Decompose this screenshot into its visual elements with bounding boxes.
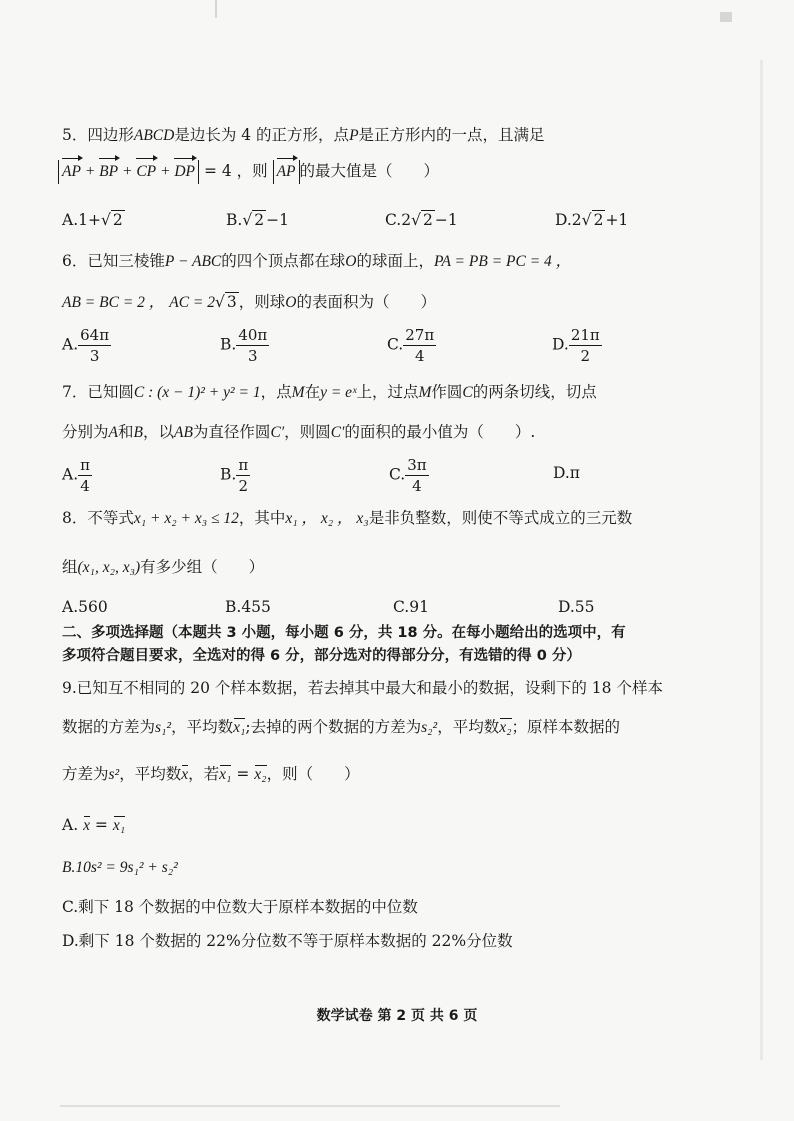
- scan-mark: [720, 12, 732, 22]
- q8-option-d: D.55: [558, 598, 595, 616]
- q8-stem-line1: 8．不等式x₁ + x₂ + x₃ ≤ 12，其中x₁ ， x₂ ， x₃是非负整数，则使不等式成立的三元数: [62, 509, 633, 527]
- section2-heading: 二、多项选择题（本题共 3 小题，每小题 6 分，共 18 分。在每小题给出的选项中，有: [62, 625, 626, 641]
- q8-option-b: B.455: [225, 598, 271, 616]
- q9-option-c: C.剩下 18 个数据的中位数大于原样本数据的中位数: [62, 898, 418, 916]
- q5-text: 5．四边形: [62, 126, 134, 144]
- q6-stem-line1: [62, 250, 571, 273]
- q7-option-b: B. $\frac{\pi}{2}$: [220, 456, 249, 495]
- q5-var: ABCD: [133, 127, 175, 144]
- q6-option-a: A. $\frac{64\pi}{3}$: [62, 326, 110, 365]
- q6-var: AB = BC = 2 ，: [62, 294, 165, 311]
- q5-option-b: B.√ 2 −1: [226, 211, 289, 229]
- q7-option-a: A. $\frac{\pi}{4}$: [62, 456, 90, 495]
- scan-mark: [60, 1105, 560, 1107]
- q9-option-d: D.剩下 18 个数据的 22%分位数不等于原样本数据的 22%分位数: [62, 932, 513, 950]
- q6-text: 6．已知三棱锥: [62, 252, 165, 270]
- q6-var: AC = 2: [169, 294, 216, 311]
- q8-stem-line2: 组(x₁, x₂, x₃)有多少组（ ）: [62, 558, 265, 576]
- q9-option-a: A. x = x₁: [62, 814, 125, 837]
- q9-stem-line2: 数据的方差为s₁²，平均数x₁;去掉的两个数据的方差为s₂²，平均数x₂；原样本数据的: [62, 716, 620, 739]
- q6-text: ，则球: [238, 293, 286, 311]
- q9-stem-line3: 方差为s²，平均数x，若x₁ = x₂，则（ ）: [62, 763, 360, 786]
- q6-text: 的表面积为（ ）: [296, 293, 437, 311]
- q8-option-c: C.91: [393, 598, 429, 616]
- q5-option-d: D.2√ 2 +1: [555, 211, 629, 229]
- q5-stem-line2: [58, 160, 439, 184]
- q6-option-b: B. $\frac{40\pi}{3}$: [220, 326, 268, 365]
- q7-option-c: C. $\frac{3\pi}{4}$: [389, 456, 427, 495]
- vector-sum-abs: AP + BP + CP + DP: [58, 160, 199, 184]
- q5-option-a: A.1+√ 2: [62, 211, 123, 229]
- q7-stem-line2: 分别为A和B，以AB为直径作圆C′，则圆C′的面积的最小值为（ ）.: [62, 423, 536, 441]
- q9-stem-line1: 9.已知互不相同的 20 个样本数据，若去掉其中最大和最小的数据，设剩下的 18 个样本: [62, 679, 663, 697]
- q7-option-d: D.π: [553, 464, 580, 482]
- q5-var: P: [349, 127, 359, 144]
- q7-stem-line1: 7．已知圆C : (x − 1)² + y² = 1，点M在y = eˣ上，过点M作圆C的两条切线，切点: [62, 383, 597, 401]
- q5-text: 是正方形内的一点，且满足: [358, 126, 545, 144]
- q6-option-c: C. $\frac{27\pi}{4}$: [387, 326, 435, 365]
- q6-text: 的四个顶点都在球: [221, 252, 346, 270]
- q5-option-c: C.2√ 2 −1: [385, 211, 458, 229]
- scan-mark: [215, 0, 217, 18]
- page-footer: 数学试卷 第 2 页 共 6 页: [316, 1008, 478, 1024]
- q6-var: P − ABC: [164, 253, 222, 270]
- q9-option-b: B.10s² = 9s₁² + s₂²: [62, 859, 178, 876]
- q8-option-a: A.560: [62, 598, 108, 616]
- q5-text: 的最大值是（ ）: [299, 162, 440, 180]
- q5-stem-line1: [62, 124, 545, 147]
- vector-ap-abs: AP: [273, 160, 300, 184]
- q5-text: 是边长为 4 的正方形，点: [174, 126, 350, 144]
- q6-stem-line2: AB = BC = 2 ， AC = 2√ 3 ，则球O的表面积为（ ）: [62, 293, 437, 311]
- q6-var: O: [285, 294, 297, 311]
- section2-heading-line2: 多项符合题目要求，全选对的得 6 分，部分选对的得部分分，有选错的得 0 分）: [62, 648, 581, 664]
- q6-sqrt: 3: [226, 293, 237, 311]
- q6-text: 的球面上，: [356, 252, 435, 270]
- q5-text: = 4 ，则: [203, 162, 268, 180]
- q6-var: O: [345, 253, 357, 270]
- q6-option-d: D. $\frac{21\pi}{2}$: [552, 326, 600, 365]
- q6-var: PA = PB = PC = 4 ，: [434, 253, 572, 270]
- scan-mark: [760, 60, 763, 1060]
